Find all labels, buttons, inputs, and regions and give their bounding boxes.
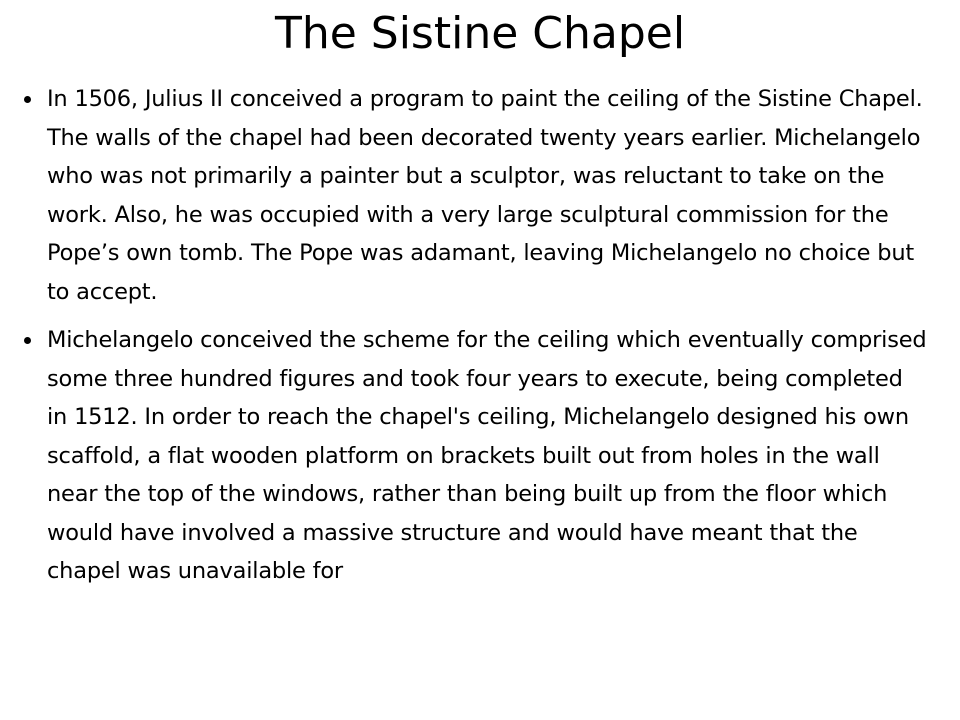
- bullet-item-1: [0, 80, 960, 311]
- slide-title: The Sistine Chapel: [274, 8, 686, 59]
- bullet-dot-icon: [24, 337, 31, 344]
- bullet-text-1: In 1506, Julius II conceived a program to paint the ceiling of the Sistine Chapel. The walls of the chapel had been decorated twenty years earlier. Michelangelo who was not primarily a painter but a sculptor, was reluctant to take on the work. Also, he was occupied with a very large sculptural commission for the Pope’s own tomb. The Pope was adamant, leaving Michelangelo no choice but to accept.: [47, 86, 923, 305]
- bullet-dot-icon: [24, 96, 31, 103]
- bullet-text-2: Michelangelo conceived the scheme for the ceiling which eventually comprised some three hundred figures and took four years to execute, being completed in 1512. In order to reach the chapel's ceiling, Michelangelo designed his own scaffold, a flat wooden platform on brackets built out from holes in the wall near the top of the windows, rather than being built up from the floor which would have involved a massive structure and would have meant that the chapel was unavailable for: [47, 327, 927, 584]
- bullet-list: [0, 80, 960, 601]
- bullet-item-2: [0, 321, 960, 591]
